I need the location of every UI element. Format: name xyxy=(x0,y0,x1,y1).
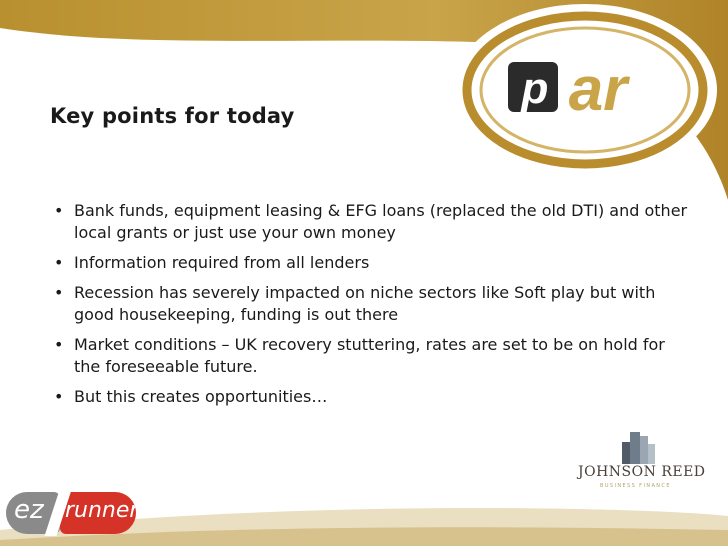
list-item xyxy=(50,200,690,244)
runner-logo-part xyxy=(60,492,139,534)
list-item-text: Recession has severely impacted on niche sectors like Soft play but with good housekeeping, funding is out there xyxy=(74,283,656,324)
list-item xyxy=(50,252,690,274)
ezrunner-logo xyxy=(6,490,139,536)
ez-logo-text: ez xyxy=(14,495,44,525)
runner-logo-text: runner xyxy=(65,498,139,523)
johnson-reed-logo xyxy=(574,430,714,492)
list-item-text: Market conditions – UK recovery stuttering, rates are set to be on hold for the foreseeable future. xyxy=(74,335,665,376)
svg-text:p: p xyxy=(521,64,549,113)
list-item xyxy=(50,334,690,378)
svg-text:ar: ar xyxy=(568,55,628,124)
johnson-reed-subtitle: BUSINESS FINANCE xyxy=(600,483,671,489)
list-item-text: Bank funds, equipment leasing & EFG loans (replaced the old DTI) and other local grants or just use your own money xyxy=(74,201,688,242)
list-item xyxy=(50,386,690,408)
bullet-glyph: • xyxy=(54,335,64,354)
bullet-glyph: • xyxy=(54,201,64,220)
par-logo xyxy=(440,0,728,204)
bullet-glyph: • xyxy=(54,387,64,406)
bullet-glyph: • xyxy=(54,253,64,272)
list-item xyxy=(50,282,690,326)
list-item-text: But this creates opportunities… xyxy=(74,387,328,406)
bullet-list xyxy=(50,200,690,416)
list-item-text: Information required from all lenders xyxy=(74,253,370,272)
bullet-glyph: • xyxy=(54,283,64,302)
johnson-reed-name: JOHNSON REED xyxy=(578,464,706,480)
slide-title: Key points for today xyxy=(50,104,295,128)
